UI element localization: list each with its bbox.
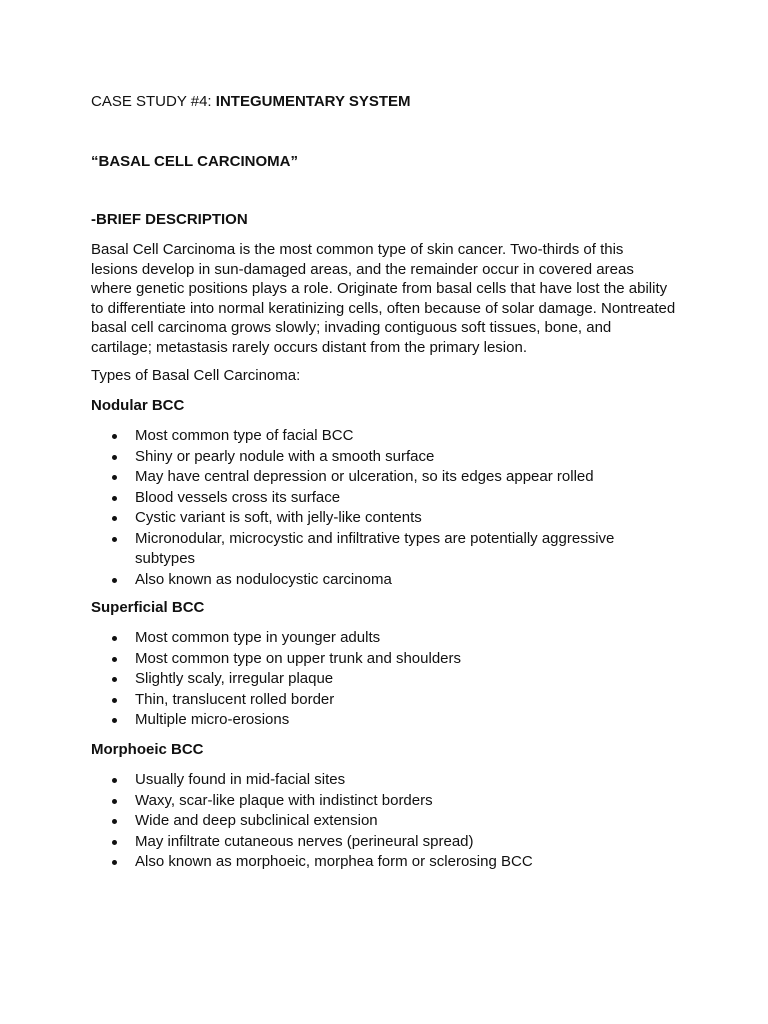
list-item-text: Cystic variant is soft, with jelly-like contents — [135, 509, 422, 526]
bullet-icon — [112, 860, 117, 865]
list-item-text: May infiltrate cutaneous nerves (perineural spread) — [135, 832, 474, 850]
list-item-text: Most common type of facial BCC — [135, 427, 354, 444]
list-item — [91, 811, 651, 832]
bullet-icon — [112, 799, 117, 804]
bullet-icon — [112, 718, 117, 723]
list-item-text: Most common type on upper trunk and shoulders — [135, 649, 462, 667]
list-item — [91, 508, 651, 529]
list-item — [91, 628, 651, 649]
types-intro-text: Types of Basal Cell Carcinoma: — [91, 367, 301, 384]
bullet-icon — [112, 475, 117, 480]
nodular-bcc-list — [91, 426, 651, 590]
list-item-text: Shiny or pearly nodule with a smooth surface — [135, 447, 435, 465]
list-item-text: May have central depression or ulceration, so its edges appear rolled — [135, 468, 594, 485]
list-item-text: Also known as morphoeic, morphea form or sclerosing BCC — [135, 853, 533, 870]
list-item — [91, 467, 651, 488]
list-item-text: Most common type in younger adults — [135, 629, 381, 646]
list-item-text: Also known as nodulocystic carcinoma — [135, 570, 392, 588]
list-item — [91, 791, 651, 812]
brief-description-heading: -BRIEF DESCRIPTION — [91, 211, 248, 228]
bullet-icon — [112, 840, 117, 845]
bullet-icon — [112, 496, 117, 501]
bullet-icon — [112, 698, 117, 703]
list-item-text: Thin, translucent rolled border — [135, 690, 335, 708]
list-item — [91, 690, 651, 711]
list-item — [91, 529, 651, 570]
case-study-title — [91, 93, 411, 111]
bullet-icon — [112, 778, 117, 783]
bullet-icon — [112, 537, 117, 542]
bullet-icon — [112, 434, 117, 439]
list-item-text: Micronodular, microcystic and infiltrative types are potentially aggressive subtypes — [135, 529, 615, 567]
list-item-text: Blood vessels cross its surface — [135, 488, 341, 506]
brief-description-paragraph: Basal Cell Carcinoma is the most common type of skin cancer. Two-thirds of this lesions develop in sun-damaged areas, and the remainder occur in covered areas where genetic positions plays a role. Originate from basal cells that have lost the ability to differentiate into normal keratinizing cells, often because of solar damage. Nontreated basal cell carcinoma grows slowly; invading contiguous soft tissues, bone, and cartilage; metastasis rarely occurs distant from the primary lesion. — [91, 241, 676, 356]
list-item — [91, 426, 651, 447]
bullet-icon — [112, 578, 117, 583]
document-subtitle: “BASAL CELL CARCINOMA” — [91, 153, 298, 170]
list-item-text: Wide and deep subclinical extension — [135, 812, 378, 829]
bullet-icon — [112, 516, 117, 521]
bullet-icon — [112, 636, 117, 641]
case-study-topic: INTEGUMENTARY SYSTEM — [215, 93, 411, 110]
list-item — [91, 852, 651, 873]
list-item — [91, 832, 651, 853]
bullet-icon — [112, 657, 117, 662]
list-item — [91, 669, 651, 690]
superficial-bcc-list — [91, 628, 651, 731]
list-item — [91, 649, 651, 670]
list-item — [91, 570, 651, 591]
list-item — [91, 447, 651, 468]
list-item-text: Slightly scaly, irregular plaque — [135, 670, 334, 687]
list-item — [91, 710, 651, 731]
list-item-text: Multiple micro-erosions — [135, 711, 290, 728]
list-item — [91, 770, 651, 791]
bullet-icon — [112, 455, 117, 460]
morphoeic-bcc-list — [91, 770, 651, 873]
superficial-bcc-heading: Superficial BCC — [91, 599, 205, 616]
case-study-label: CASE STUDY #4: — [91, 93, 216, 110]
list-item — [91, 488, 651, 509]
morphoeic-bcc-heading: Morphoeic BCC — [91, 741, 204, 758]
list-item-text: Waxy, scar-like plaque with indistinct borders — [135, 791, 433, 809]
list-item-text: Usually found in mid-facial sites — [135, 771, 346, 788]
bullet-icon — [112, 677, 117, 682]
bullet-icon — [112, 819, 117, 824]
nodular-bcc-heading: Nodular BCC — [91, 397, 185, 414]
